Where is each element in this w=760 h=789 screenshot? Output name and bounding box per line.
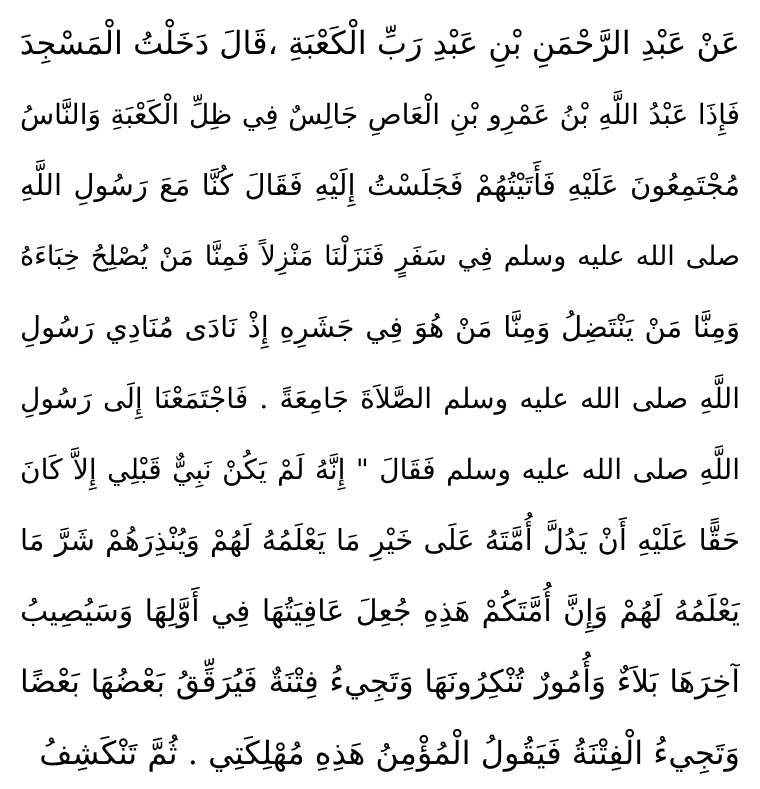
text-line-5: وَمِنَّا مَنْ يَنْتَضِلُ وَمِنَّا مَنْ هُوَ فِي جَشَرِهِ إِذْ نَادَى مُنَادِي رَسُولِ [20,310,740,344]
text-line-9: يَعْلَمُهُ لَهُمْ وَإِنَّ أُمَّتَكُمْ هَذِهِ جُعِلَ عَافِيَتُهَا فِي أَوَّلِهَا وَسَيُصِيبُ [20,594,740,629]
text-line-8: حَقًّا عَلَيْهِ أَنْ يَدُلَّ أُمَّتَهُ عَلَى خَيْرِ مَا يَعْلَمُهُ لَهُمْ وَيُنْذِرَهُمْ شَرَّ مَا [20,523,740,557]
text-line-3: مُجْتَمِعُونَ عَلَيْهِ فَأَتَيْتُهُمْ فَجَلَسْتُ إِلَيْهِ فَقَالَ كُنَّا مَعَ رَسُولِ اللَّهِ [20,168,740,202]
text-line-11: وَتَجِيءُ الْفِتْنَةُ فَيَقُولُ الْمُؤْمِنُ هَذِهِ مُهْلِكَتِي . ثُمَّ تَنْكَشِفُ [39,734,740,772]
text-line-2: فَإِذَا عَبْدُ اللَّهِ بْنُ عَمْرِو بْنِ الْعَاصِ جَالِسٌ فِي ظِلِّ الْكَعْبَةِ وَالنَّاسُ [20,98,740,131]
text-line-1: عَنْ عَبْدِ الرَّحْمَنِ بْنِ عَبْدِ رَبِّ الْكَعْبَةِ ،قَالَ دَخَلْتُ الْمَسْجِدَ [20,24,740,62]
text-line-10: آخِرَهَا بَلاَءٌ وَأُمُورٌ تُنْكِرُونَهَا وَتَجِيءُ فِتْنَةٌ فَيُرَقِّقُ بَعْضُهَا بَعْضًا [20,664,740,700]
text-line-7: اللَّهِ صلى الله عليه وسلم فَقَالَ " إِنَّهُ لَمْ يَكُنْ نَبِيٌّ قَبْلِي إِلاَّ كَانَ [20,453,740,486]
text-line-6: اللَّهِ صلى الله عليه وسلم الصَّلاَةَ جَامِعَةً . فَاجْتَمَعْنَا إِلَى رَسُولِ [20,382,740,415]
text-line-4: صلى الله عليه وسلم فِي سَفَرٍ فَنَزَلْنَا مَنْزِلاً فَمِنَّا مَنْ يُصْلِحُ خِبَاءَهُ [20,241,740,272]
